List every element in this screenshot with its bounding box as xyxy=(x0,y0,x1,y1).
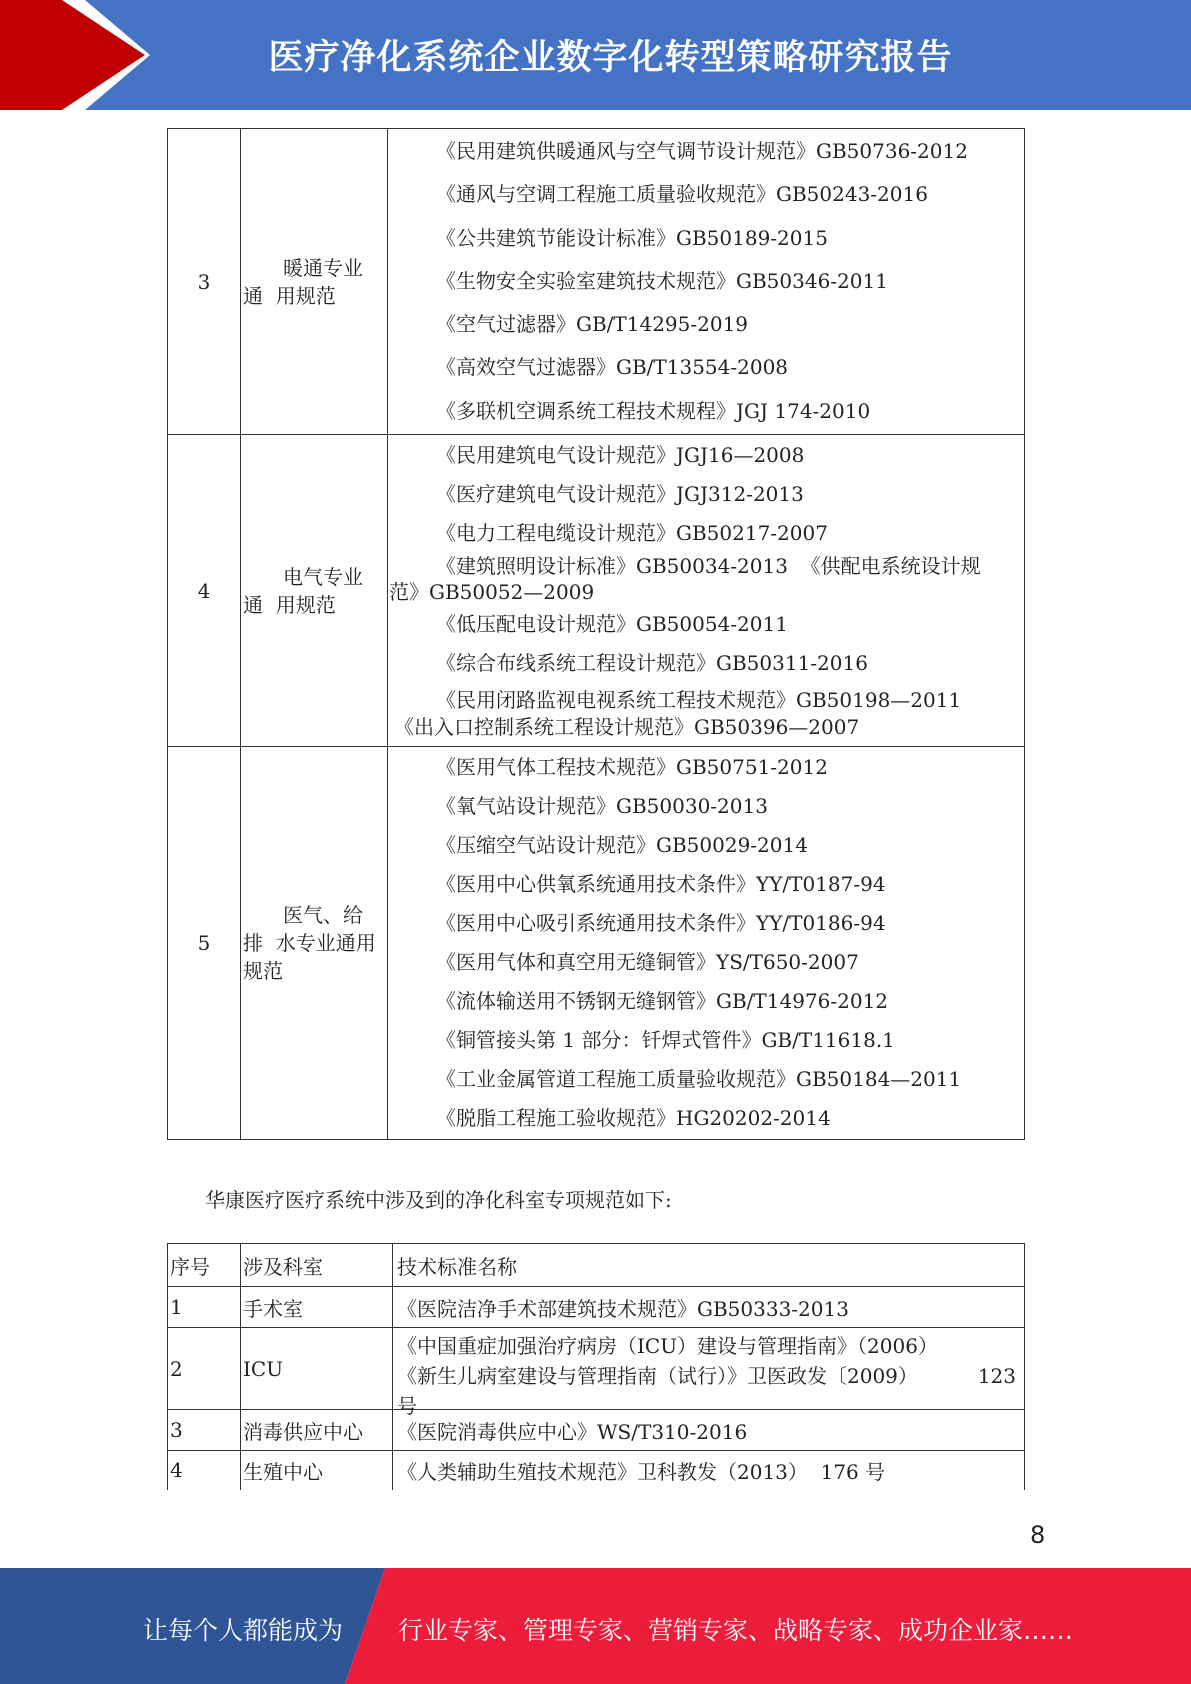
footer-slogan-right: 行业专家、管理专家、营销专家、战略专家、成功企业家…… xyxy=(398,1616,1074,1645)
table-row xyxy=(168,435,1025,747)
column-header: 涉及科室 xyxy=(241,1244,393,1287)
section-standards xyxy=(388,129,1025,435)
standard-name: 《医院洁净手术部建筑技术规范》GB50333-2013 xyxy=(393,1287,1025,1328)
table-row xyxy=(168,1328,1025,1410)
standard-item: 《医用气体和真空用无缝铜管》YS/T650-2007 xyxy=(436,950,859,975)
department-table xyxy=(167,1243,1025,1490)
department: ICU xyxy=(241,1328,393,1410)
standard-item: 《医用气体工程技术规范》GB50751-2012 xyxy=(436,755,828,780)
table-row xyxy=(168,1287,1025,1328)
standard-item: 《脱脂工程施工验收规范》HG20202-2014 xyxy=(436,1106,831,1131)
section-category: 医气、给 排 水专业通用 规范 xyxy=(241,747,388,1140)
row-number: 3 xyxy=(168,1410,241,1451)
row-number: 4 xyxy=(168,1451,241,1490)
standard-item: 《综合布线系统工程设计规范》GB50311-2016 xyxy=(436,651,868,676)
section-category: 暖通专业 通 用规范 xyxy=(241,129,388,435)
standard-item: 范》GB50052—2009 xyxy=(389,580,595,605)
standard-item: 《铜管接头第 1 部分：钎焊式管件》GB/T11618.1 xyxy=(436,1028,895,1053)
standard-item: 《低压配电设计规范》GB50054-2011 xyxy=(436,612,788,637)
section-number: 5 xyxy=(168,747,241,1140)
column-header: 技术标准名称 xyxy=(393,1244,1025,1287)
standard-item: 《工业金属管道工程施工质量验收规范》GB50184—2011 xyxy=(436,1067,962,1092)
page-number: 8 xyxy=(1030,1521,1046,1549)
standard-item: 《压缩空气站设计规范》GB50029-2014 xyxy=(436,833,808,858)
standard-item: 《高效空气过滤器》GB/T13554-2008 xyxy=(436,355,789,380)
standards-table xyxy=(167,128,1025,1140)
section-number: 3 xyxy=(168,129,241,435)
standard-name: 《中国重症加强治疗病房（ICU）建设与管理指南》（2006） 《新生儿病室建设与管理指南（试行）》卫医政发〔2009） 123 号 xyxy=(393,1328,1025,1410)
standard-item: 《通风与空调工程施工质量验收规范》GB50243-2016 xyxy=(436,182,928,207)
standard-item: 《民用建筑电气设计规范》JGJ16—2008 xyxy=(436,443,805,468)
table-row xyxy=(168,747,1025,1140)
standard-item: 《民用建筑供暖通风与空气调节设计规范》GB50736-2012 xyxy=(436,139,968,163)
standard-item: 《多联机空调系统工程技术规程》JGJ 174-2010 xyxy=(436,398,871,423)
standard-item: 《出入口控制系统工程设计规范》GB50396—2007 xyxy=(394,715,860,740)
row-number: 2 xyxy=(168,1328,241,1410)
page-footer xyxy=(0,1568,1191,1684)
column-header: 序号 xyxy=(168,1244,241,1287)
standard-item: 《医用中心吸引系统通用技术条件》YY/T0186-94 xyxy=(436,911,886,936)
report-title: 医疗净化系统企业数字化转型策略研究报告 xyxy=(268,38,953,78)
department: 消毒供应中心 xyxy=(241,1410,393,1451)
standard-item: 《流体输送用不锈钢无缝钢管》GB/T14976-2012 xyxy=(436,989,889,1014)
department: 手术室 xyxy=(241,1287,393,1328)
standard-item: 《电力工程电缆设计规范》GB50217-2007 xyxy=(436,521,828,546)
table-caption: 华康医疗医疗系统中涉及到的净化科室专项规范如下: xyxy=(205,1188,672,1212)
table-row xyxy=(168,129,1025,435)
section-number: 4 xyxy=(168,435,241,747)
standard-name: 《医院消毒供应中心》WS/T310-2016 xyxy=(393,1410,1025,1451)
standard-item: 《氧气站设计规范》GB50030-2013 xyxy=(436,794,768,819)
page-header xyxy=(0,0,1191,110)
standard-item: 《空气过滤器》GB/T14295-2019 xyxy=(436,312,749,337)
section-category: 电气专业 通 用规范 xyxy=(241,435,388,747)
standard-name: 《人类辅助生殖技术规范》卫科教发（2013） 176 号 xyxy=(393,1451,1025,1490)
standard-item: 《民用闭路监视电视系统工程技术规范》GB50198—2011 xyxy=(436,688,962,713)
table-row xyxy=(168,1451,1025,1490)
department: 生殖中心 xyxy=(241,1451,393,1490)
standard-item: 《生物安全实验室建筑技术规范》GB50346-2011 xyxy=(436,268,888,293)
section-standards xyxy=(388,747,1025,1140)
standard-item: 《医用中心供氧系统通用技术条件》YY/T0187-94 xyxy=(436,872,886,897)
standard-item: 《医疗建筑电气设计规范》JGJ312-2013 xyxy=(436,482,804,507)
footer-slogan-left: 让每个人都能成为 xyxy=(143,1616,344,1645)
section-standards xyxy=(388,435,1025,747)
table-header-row xyxy=(168,1244,1025,1287)
table-row xyxy=(168,1410,1025,1451)
standard-item: 《公共建筑节能设计标准》GB50189-2015 xyxy=(436,225,828,250)
standard-item: 《建筑照明设计标准》GB50034-2013 《供配电系统设计规 xyxy=(436,554,981,579)
row-number: 1 xyxy=(168,1287,241,1328)
